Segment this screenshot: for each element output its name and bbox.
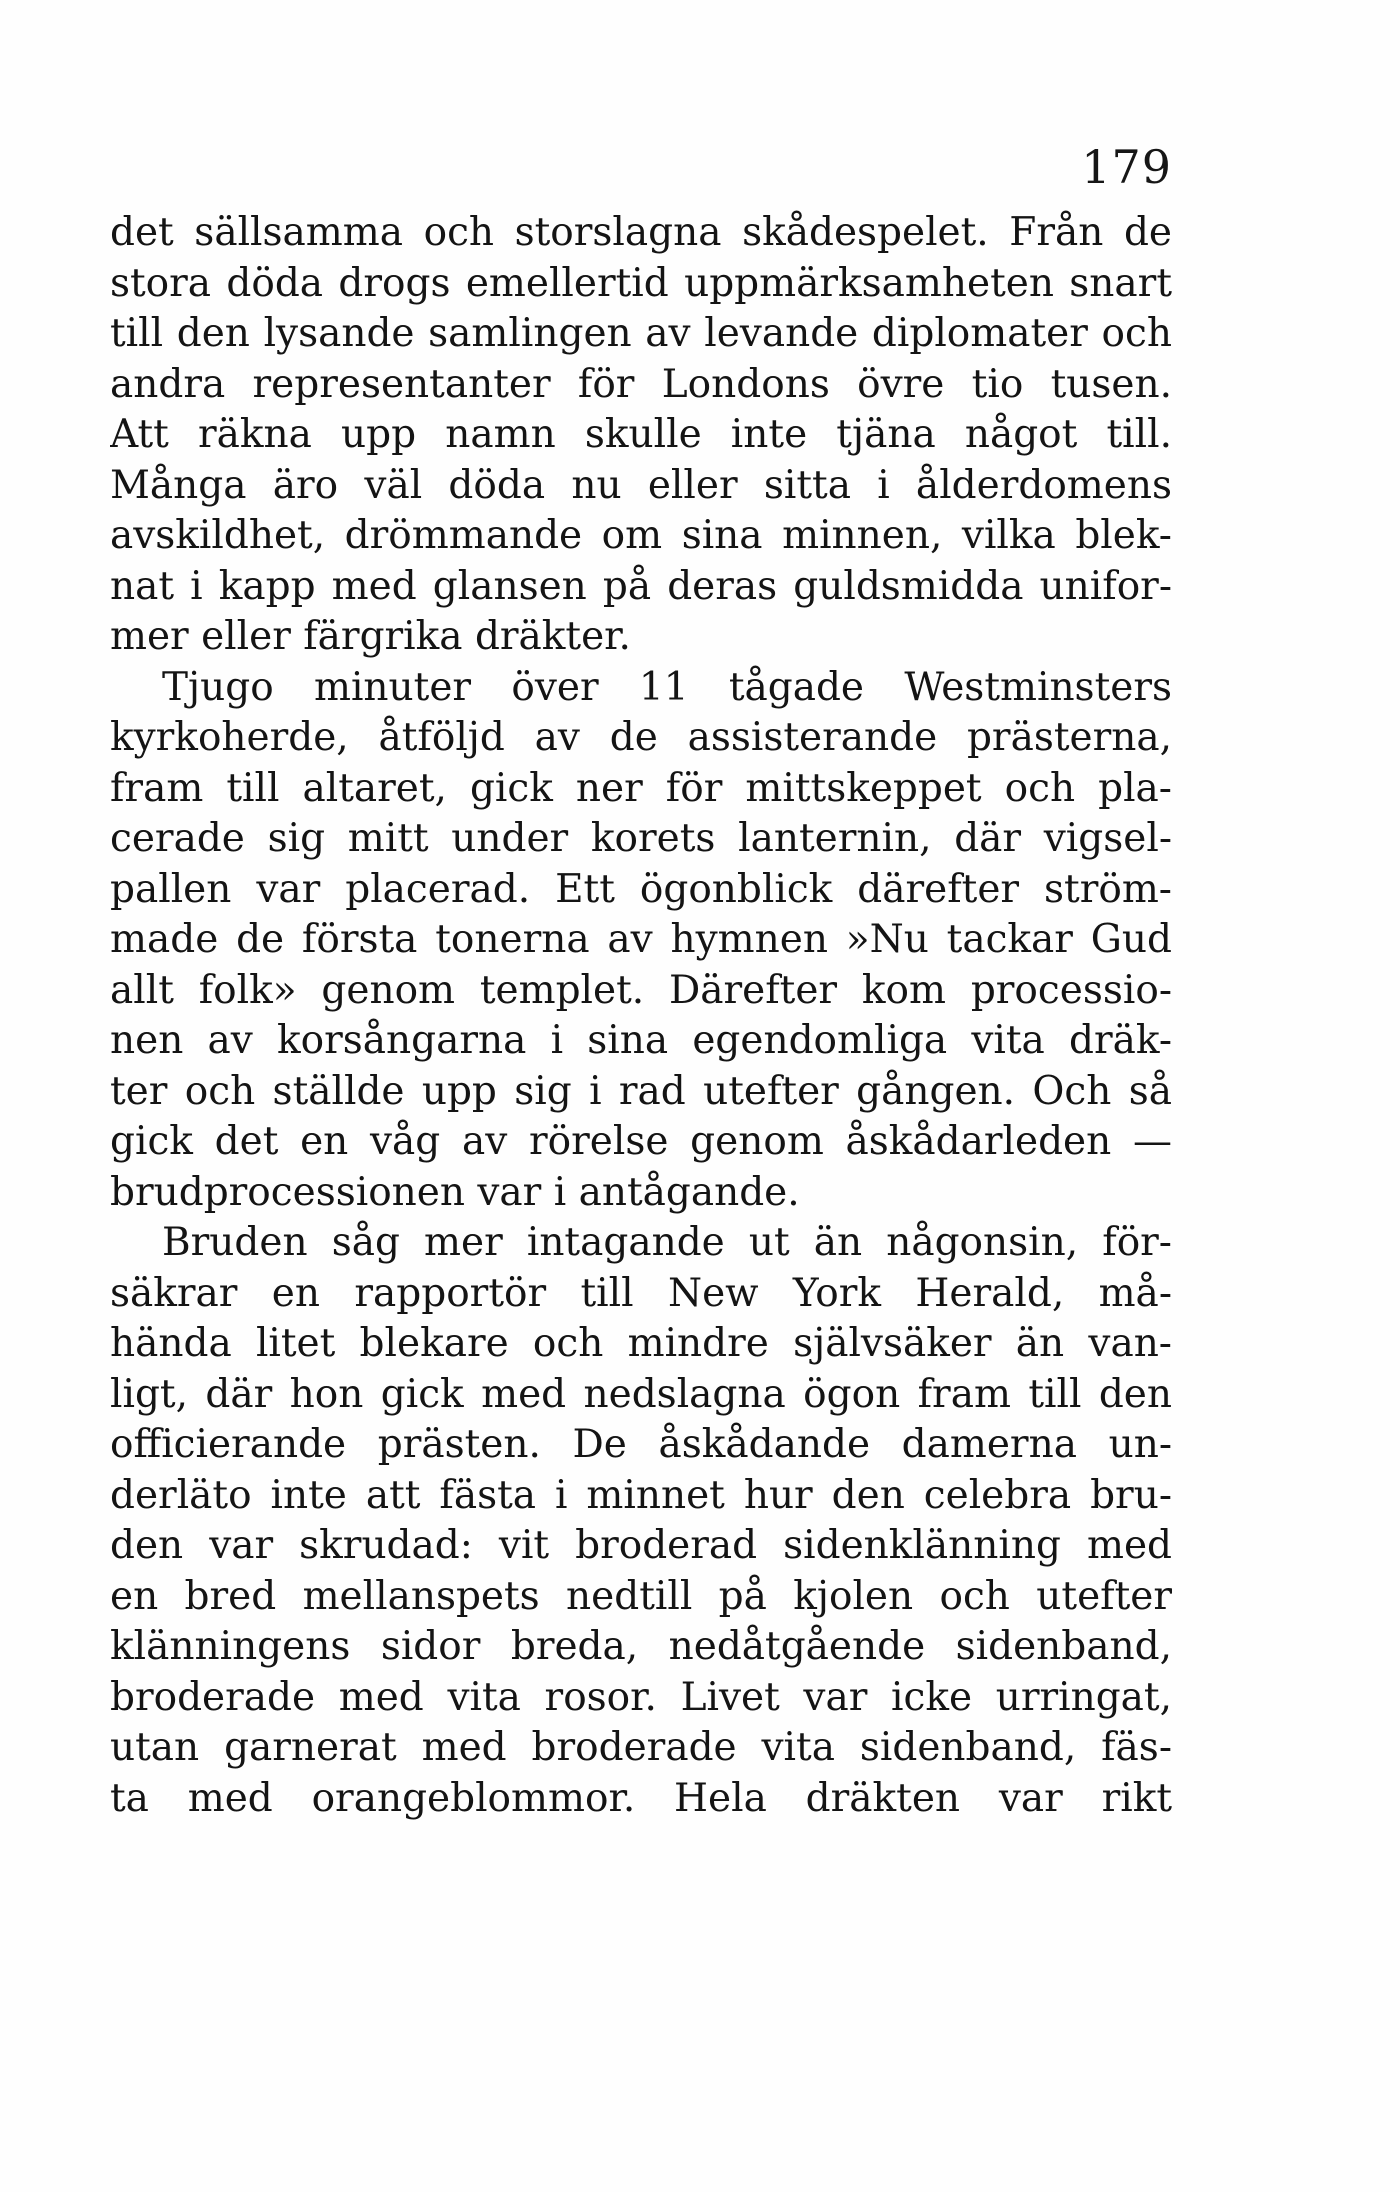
text-line: kyrkoherde, åtföljd av de assisterande prästerna, bbox=[110, 715, 1172, 760]
text-line: den var skrudad: vit broderad sidenklänning med bbox=[110, 1523, 1172, 1568]
text-line: nat i kapp med glansen på deras guldsmidda unifor- bbox=[110, 563, 1172, 609]
text-line: derläto inte att fästa i minnet hur den celebra bru- bbox=[110, 1472, 1172, 1518]
text-line: klänningens sidor breda, nedåtgående sidenband, bbox=[110, 1624, 1172, 1669]
text-line: broderade med vita rosor. Livet var icke urringat, bbox=[110, 1674, 1172, 1720]
text-line: andra representanter för Londons övre tio tusen. bbox=[110, 361, 1172, 407]
text-line: fram till altaret, gick ner för mittskeppet och pla- bbox=[110, 765, 1172, 811]
text-line: brudprocessionen var i antågande. bbox=[110, 1169, 800, 1215]
text-line: hända litet blekare och mindre självsäker än van- bbox=[110, 1321, 1172, 1366]
text-line: utan garnerat med broderade vita sidenband, fäs- bbox=[110, 1725, 1172, 1770]
text-line: Bruden såg mer intagande ut än någonsin, för- bbox=[162, 1220, 1172, 1265]
text-line: en bred mellanspets nedtill på kjolen och utefter bbox=[110, 1573, 1172, 1619]
text-line: avskildhet, drömmande om sina minnen, vilka blek- bbox=[110, 513, 1172, 558]
text-line: Att räkna upp namn skulle inte tjäna något till. bbox=[110, 412, 1172, 457]
text-line: ligt, där hon gick med nedslagna ögon fram till den bbox=[110, 1371, 1172, 1417]
text-line: pallen var placerad. Ett ögonblick därefter ström- bbox=[110, 866, 1172, 912]
text-line: mer eller färgrika dräkter. bbox=[110, 614, 631, 659]
text-line: Tjugo minuter över 11 tågade Westminsters bbox=[162, 664, 1172, 710]
text-line: till den lysande samlingen av levande diplomater och bbox=[110, 311, 1172, 356]
text-line: stora döda drogs emellertid uppmärksamheten snart bbox=[110, 260, 1172, 306]
text-line: gick det en våg av rörelse genom åskådarleden — bbox=[110, 1119, 1172, 1164]
text-line: Många äro väl döda nu eller sitta i ålderdomens bbox=[110, 462, 1172, 508]
text-line: nen av korsångarna i sina egendomliga vita dräk- bbox=[110, 1018, 1172, 1063]
text-line: säkrar en rapportör till New York Herald, må- bbox=[110, 1270, 1172, 1316]
text-line: made de första tonerna av hymnen »Nu tackar Gud bbox=[110, 917, 1172, 962]
page-number: 179 bbox=[1081, 140, 1172, 194]
text-line: cerade sig mitt under korets lanternin, där vigsel- bbox=[110, 816, 1172, 861]
text-line: ta med orangeblommor. Hela dräkten var rikt bbox=[110, 1775, 1172, 1821]
text-line: ter och ställde upp sig i rad utefter gången. Och så bbox=[110, 1068, 1172, 1114]
text-line: allt folk» genom templet. Därefter kom processio- bbox=[110, 967, 1172, 1013]
text-line: det sällsamma och storslagna skådespelet. Från de bbox=[110, 210, 1172, 255]
body-text bbox=[110, 208, 1172, 1824]
text-line: officierande prästen. De åskådande damerna un- bbox=[110, 1422, 1172, 1467]
